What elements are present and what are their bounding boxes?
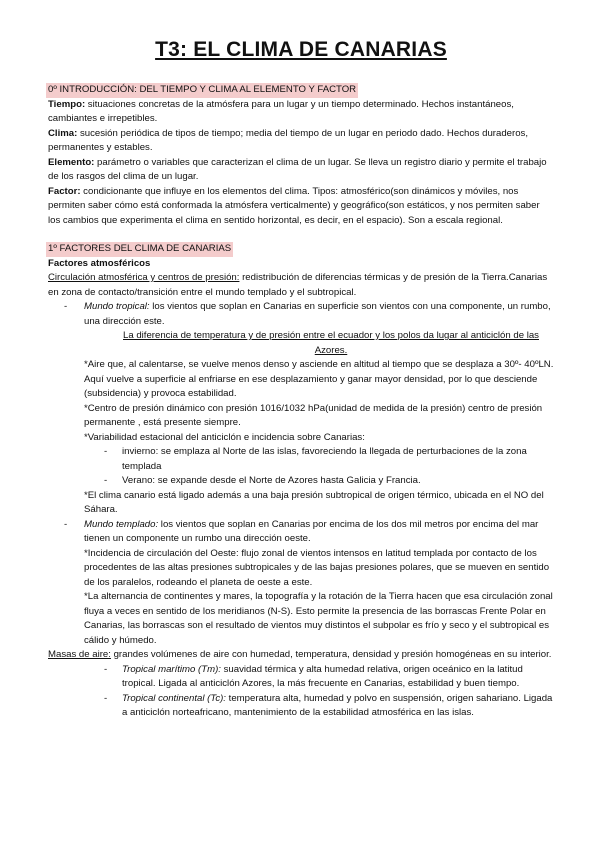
def-tiempo: Tiempo: situaciones concretas de la atmósfera para un lugar y un tiempo determinado. Hechos instantáneos, cambiantes e irrepetibles.: [48, 98, 514, 124]
def-term: Factor:: [48, 185, 81, 197]
templado-note-2: *La alternancia de continentes y mares, la topografía y la rotación de la Tierra hacen que esa circulación zonal fluya a veces en sentido de los meridianos (N-S). Esto permite la presencia de las borrascas Frente Polar en Canarias, las borrascas son el resultado de vientos muy distintos el subpolar es frío y seco y el subtropical es cálido y húmedo.: [84, 591, 553, 646]
circulacion-paragraph: Circulación atmosférica y centros de presión: redistribución de diferencias térmicas y de presión de la Tierra.Canarias en zona de contacto/transición entre el mundo templado y el subtropical.: [48, 272, 548, 298]
list-item-mundo-tropical: - Mundo tropical: los vientos que soplan en Canarias en superficie son vientos con una componente, un rumbo, una dirección este.: [64, 301, 551, 327]
azores-statement: La diferencia de temperatura y de presión entre el ecuador y los polos da lugar al anticiclón de las Azores.: [123, 330, 539, 356]
tropical-note-2: *Centro de presión dinámico con presión 1016/1032 hPa(unidad de medida de la presión) centro de presión permanente , está presente siempre.: [84, 402, 543, 428]
def-clima: Clima: sucesión periódica de tipos de tiempo; media del tiempo de un lugar en periodo dado. Hechos duraderos, permanentes y estables.: [48, 127, 528, 153]
list-item-invierno: - invierno: se emplaza al Norte de las islas, favoreciendo la llegada de perturbaciones de la zona templada: [104, 446, 527, 472]
list-item-verano: - Verano: se expande desde el Norte de Azores hasta Galicia y Francia.: [48, 474, 554, 489]
dash-bullet: -: [64, 301, 68, 312]
def-term: Tiempo:: [48, 98, 86, 110]
templado-note-1: *Incidencia de circulación del Oeste: flujo zonal de vientos intensos en latitud templada por contacto de los procedentes de las altas presiones subtropicales y de las bajas presiones polares, que se mueven en sentido de los paralelos, rodeando el planeta de oeste a este.: [84, 547, 550, 588]
list-item-mundo-templado: - Mundo templado: los vientos que soplan en Canarias por encima de los dos mil metros por encima del mar tienen un componente un rumbo una dirección oeste.: [64, 518, 539, 544]
masas-paragraph: Masas de aire: grandes volúmenes de aire con humedad, temperatura, densidad y presión homogéneas en su interior.: [48, 649, 552, 660]
list-item-tc: - Tropical continental (Tc): temperatura alta, humedad y polvo en suspensión, origen sahariano. Ligada a anticiclón norteafricano, mantenimiento de la estabilidad atmosférica en las islas.: [104, 692, 553, 718]
def-term: Clima:: [48, 127, 78, 139]
tropical-note-3: *Variabilidad estacional del anticiclón e incidencia sobre Canarias:: [84, 431, 365, 443]
page-title: T3: EL CLIMA DE CANARIAS: [155, 38, 447, 61]
document-body: [48, 83, 554, 721]
def-factor: Factor: condicionante que influye en los elementos del clima. Tipos: atmosférico(son dinámicos y móviles, nos permiten saber cómo está conformada la atmósfera verticalmente) y geográfico(son estáticos, y nos permiten saber los cambios que experimenta el clima en sentido horizontal, es decir, en el espacio). Son a escala regional.: [48, 185, 540, 226]
dash-bullet: -: [104, 446, 108, 457]
def-term: Elemento:: [48, 156, 95, 168]
tropical-note-1: *Aire que, al calentarse, se vuelve menos denso y asciende en altitud al tiempo que se desplaza a 30º- 40ºLN. Aquí vuelve a superficie al enfriarse en ese desplazamiento y ganar mayor densidad, por lo que desciende (subsidencia) y provoca estabilidad.: [84, 359, 554, 399]
dash-bullet: -: [104, 475, 108, 486]
def-elemento: Elemento: parámetro o variables que caracterizan el clima de un lugar. Se lleva un registro diario y permite el trabajo de los rasgos del clima de un lugar.: [48, 156, 547, 182]
dash-bullet: -: [64, 518, 68, 530]
dash-bullet: -: [104, 692, 108, 704]
factors-subheading: Factores atmosféricos: [48, 257, 151, 269]
tropical-note-4: *El clima canario está ligado además a una baja presión subtropical de origen térmico, ubicada en el NO del Sáhara.: [84, 489, 544, 515]
intro-heading: 0º INTRODUCCIÓN: DEL TIEMPO Y CLIMA AL ELEMENTO Y FACTOR: [46, 83, 358, 98]
dash-bullet: -: [104, 663, 108, 675]
factors-heading: 1º FACTORES DEL CLIMA DE CANARIAS: [46, 242, 233, 257]
list-item-tm: - Tropical marítimo (Tm): suavidad térmica y alta humedad relativa, origen oceánico en la latitud tropical. Ligada al anticiclón Azores, la más frecuente en Canarias, estabilidad y buen tiempo.: [104, 663, 523, 689]
